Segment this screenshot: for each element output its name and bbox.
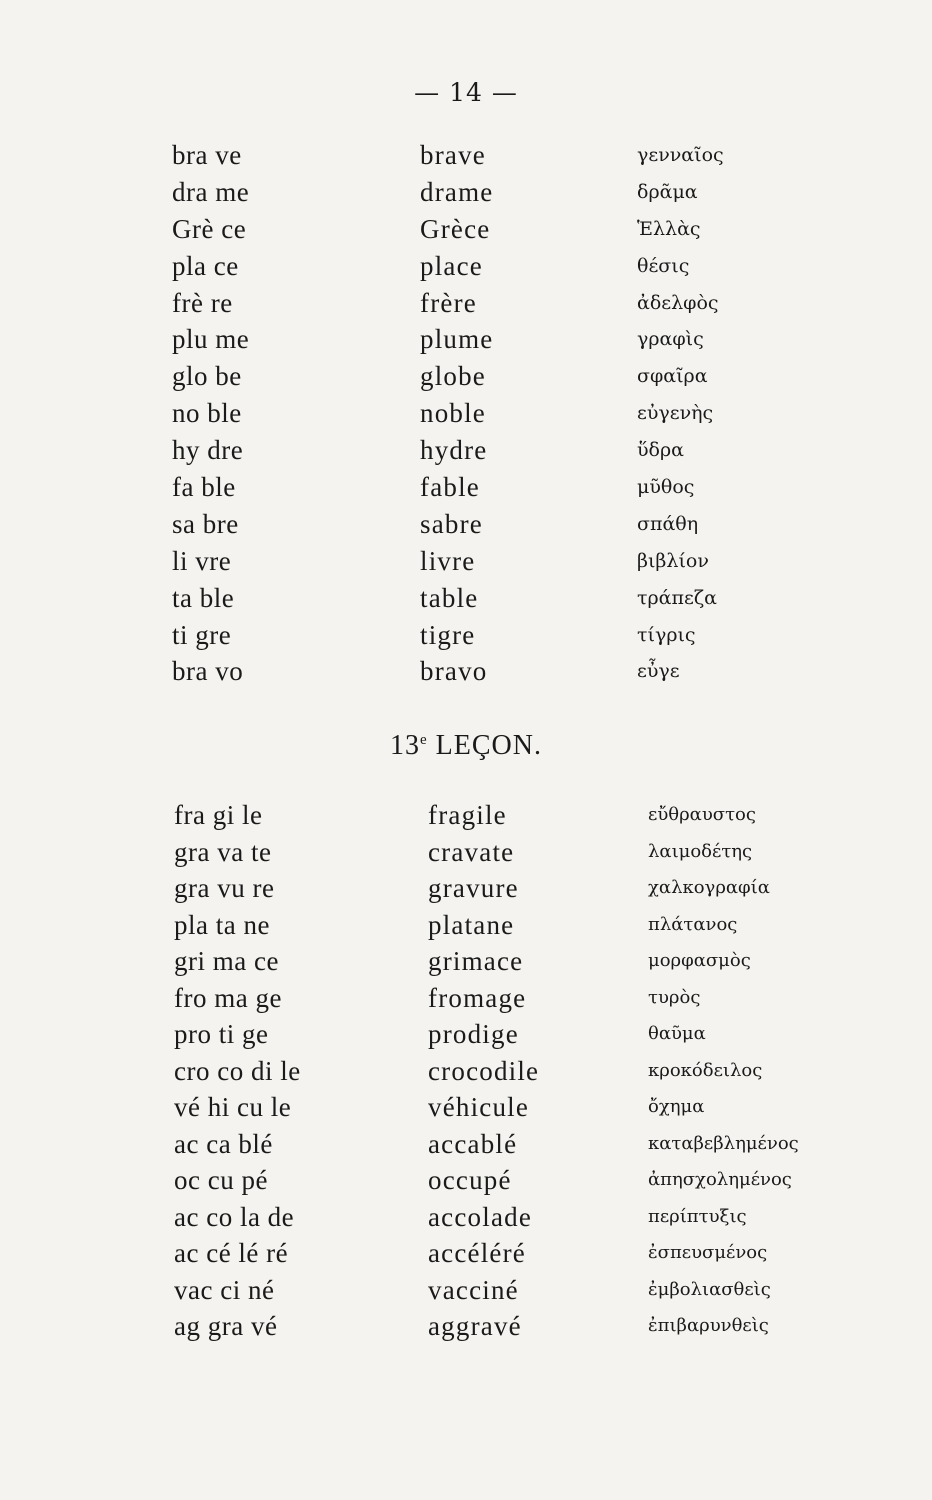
table-row [0, 324, 932, 361]
greek-word-cell: ἐμβολιασθεὶς [648, 1278, 771, 1300]
greek-word-cell: τράπεζα [637, 586, 717, 609]
french-word-cell: hydre [420, 435, 488, 466]
syllables-cell: li vre [172, 545, 232, 576]
greek-word-cell: θέσις [637, 254, 690, 277]
table-row [0, 140, 932, 177]
syllables-cell: pla ce [172, 250, 239, 281]
greek-word-cell: τυρὸς [648, 986, 701, 1008]
syllables-cell: sa bre [172, 508, 239, 539]
syllables-cell: ac ca blé [174, 1128, 273, 1159]
table-row [0, 361, 932, 398]
french-word-cell: brave [420, 140, 486, 170]
french-word-cell: aggravé [428, 1311, 522, 1341]
greek-word-cell: ὕδρα [637, 439, 684, 462]
greek-word-cell: θαῦμα [648, 1023, 706, 1044]
greek-word-cell: χαλκογραφία [648, 877, 770, 898]
syllables-cell: cro co di le [174, 1055, 301, 1086]
table-row [0, 873, 932, 910]
syllables-cell: frè re [172, 287, 233, 318]
table-row [0, 1056, 932, 1093]
french-word-cell: occupé [428, 1165, 512, 1195]
syllables-cell: vac ci né [174, 1274, 275, 1305]
table-row [0, 1129, 932, 1166]
french-word-cell: prodige [428, 1019, 519, 1049]
syllables-cell: Grè ce [172, 213, 247, 244]
table-row [0, 435, 932, 472]
french-word-cell: accolade [428, 1201, 533, 1232]
syllables-cell: no ble [172, 398, 242, 429]
greek-word-cell: ἐσπευσμένος [648, 1242, 768, 1263]
lesson-ordinal-suffix: e [420, 732, 428, 748]
greek-word-cell: σφαῖρα [637, 365, 708, 388]
greek-word-cell: γραφὶς [637, 328, 704, 351]
greek-word-cell: περίπτυξις [648, 1205, 747, 1227]
table-row [0, 546, 932, 583]
syllables-cell: ac cé lé ré [174, 1238, 289, 1268]
table-row [0, 656, 932, 693]
greek-word-cell: τίγρις [637, 623, 696, 646]
table-row [0, 509, 932, 546]
french-word-cell: Grèce [420, 213, 491, 244]
page-number: — 14 — [414, 78, 518, 107]
table-row [0, 1092, 932, 1129]
french-word-cell: véhicule [428, 1092, 530, 1122]
syllables-cell: vé hi cu le [174, 1092, 292, 1122]
syllables-cell: glo be [172, 361, 242, 392]
french-word-cell: platane [428, 909, 515, 940]
syllables-cell: ac co la de [174, 1201, 295, 1232]
vocabulary-table-1 [0, 140, 932, 693]
french-word-cell: bravo [420, 656, 488, 687]
greek-word-cell: πλάτανος [648, 913, 738, 935]
french-word-cell: crocodile [428, 1055, 540, 1086]
syllables-cell: fra gi le [174, 800, 263, 830]
table-row [0, 288, 932, 325]
french-word-cell: grimace [428, 946, 524, 976]
french-word-cell: livre [420, 545, 476, 576]
greek-word-cell: λαιμοδέτης [648, 840, 753, 862]
french-word-cell: fragile [428, 800, 507, 830]
french-word-cell: accablé [428, 1128, 518, 1159]
syllables-cell: ti gre [172, 619, 232, 650]
syllables-cell: ta ble [172, 582, 235, 613]
greek-word-cell: σπάθη [637, 512, 699, 535]
greek-word-cell: καταβεβλημένος [648, 1132, 799, 1154]
syllables-cell: bra ve [172, 140, 242, 170]
syllables-cell: fro ma ge [174, 982, 282, 1013]
french-word-cell: table [420, 582, 479, 613]
greek-word-cell: κροκόδειλος [648, 1059, 763, 1081]
french-word-cell: plume [420, 324, 494, 355]
syllables-cell: ag gra vé [174, 1311, 278, 1341]
french-word-cell: place [420, 250, 483, 281]
table-row [0, 583, 932, 620]
greek-word-cell: ἀδελφὸς [637, 291, 719, 314]
table-row [0, 472, 932, 509]
table-row [0, 177, 932, 214]
table-row [0, 398, 932, 435]
syllables-cell: plu me [172, 324, 250, 355]
french-word-cell: sabre [420, 508, 483, 539]
syllables-cell: gra va te [174, 836, 272, 867]
greek-word-cell: Ἑλλὰς [637, 217, 701, 240]
syllables-cell: oc cu pé [174, 1165, 268, 1195]
french-word-cell: fable [420, 472, 480, 503]
syllables-cell: dra me [172, 176, 250, 207]
table-row [0, 837, 932, 874]
greek-word-cell: ἐπιβαρυνθεὶς [648, 1315, 769, 1336]
greek-word-cell: γενναῖος [637, 144, 724, 166]
french-word-cell: globe [420, 361, 486, 392]
greek-word-cell: βιβλίον [637, 549, 709, 572]
table-row [0, 983, 932, 1020]
greek-word-cell: μορφασμὸς [648, 950, 751, 971]
table-row [0, 1202, 932, 1239]
table-row [0, 946, 932, 983]
lesson-heading [0, 730, 932, 762]
french-word-cell: gravure [428, 873, 519, 903]
syllables-cell: hy dre [172, 435, 244, 466]
french-word-cell: cravate [428, 836, 515, 867]
greek-word-cell: ἀπησχολημένος [648, 1169, 792, 1190]
lesson-number: 13 [390, 730, 420, 761]
lesson-title: LEÇON. [435, 730, 542, 761]
table-row [0, 1165, 932, 1202]
french-word-cell: accéléré [428, 1238, 526, 1268]
table-row [0, 1238, 932, 1275]
greek-word-cell: εὐγενὴς [637, 402, 714, 425]
syllables-cell: bra vo [172, 656, 244, 687]
syllables-cell: pla ta ne [174, 909, 270, 940]
greek-word-cell: εὔθραυστος [648, 804, 756, 825]
table-row [0, 800, 932, 837]
greek-word-cell: εὖγε [637, 660, 680, 683]
french-word-cell: tigre [420, 619, 476, 650]
syllables-cell: pro ti ge [174, 1019, 269, 1049]
french-word-cell: noble [420, 398, 486, 429]
french-word-cell: drame [420, 176, 494, 207]
greek-word-cell: μῦθος [637, 476, 695, 499]
table-row [0, 1019, 932, 1056]
table-row [0, 214, 932, 251]
table-row [0, 1275, 932, 1312]
table-row [0, 251, 932, 288]
french-word-cell: frère [420, 287, 477, 318]
syllables-cell: gra vu re [174, 873, 275, 903]
french-word-cell: fromage [428, 982, 527, 1013]
syllables-cell: fa ble [172, 472, 236, 503]
table-row [0, 620, 932, 657]
table-row [0, 1311, 932, 1348]
greek-word-cell: δρᾶμα [637, 180, 698, 203]
greek-word-cell: ὄχημα [648, 1096, 705, 1117]
vocabulary-table-2 [0, 800, 932, 1348]
table-row [0, 910, 932, 947]
syllables-cell: gri ma ce [174, 946, 279, 976]
french-word-cell: vacciné [428, 1274, 519, 1305]
